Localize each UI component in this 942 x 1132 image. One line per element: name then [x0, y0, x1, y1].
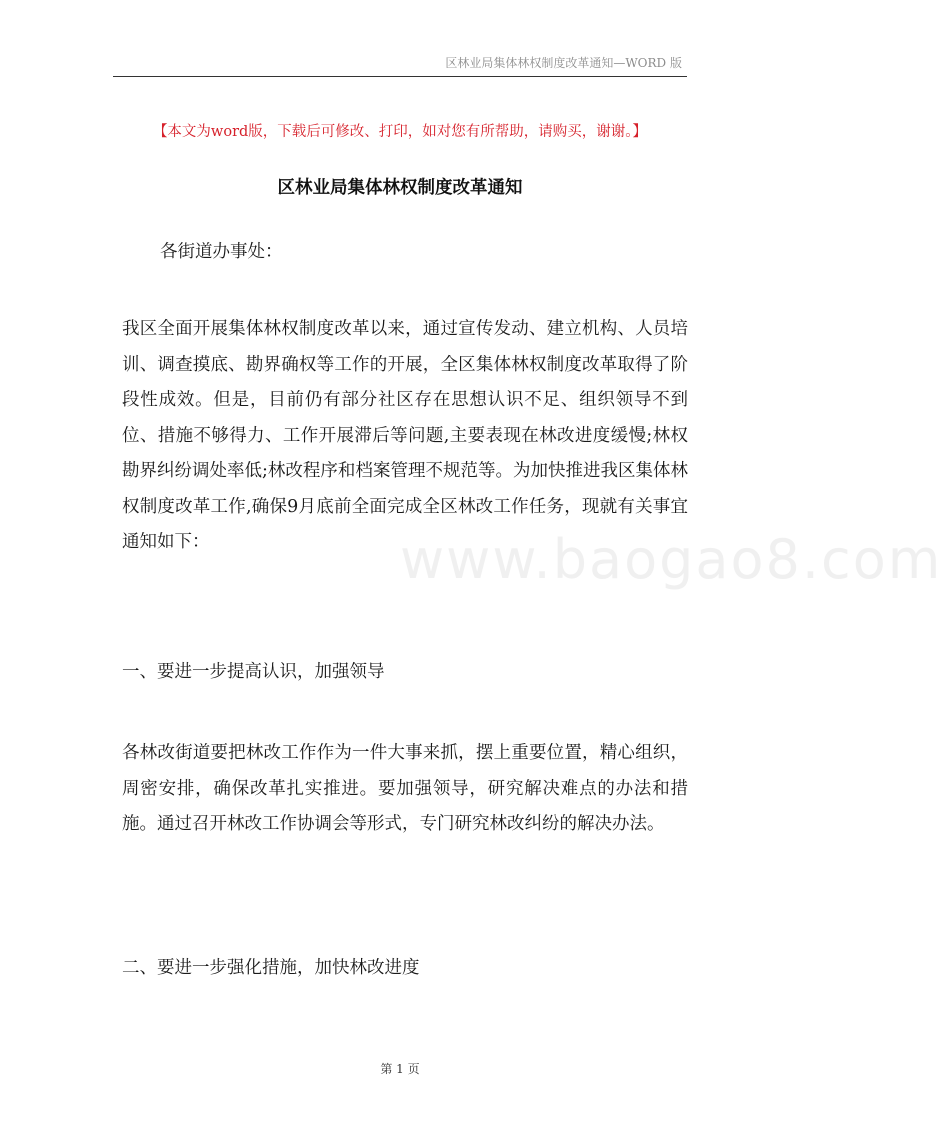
- section-heading-2: 二、要进一步强化措施，加快林改进度: [122, 958, 420, 978]
- purchase-notice: 【本文为word版，下载后可修改、打印，如对您有所帮助，请购买，谢谢。】: [152, 124, 648, 140]
- body-paragraph-section-1: 各林改街道要把林改工作作为一件大事来抓，摆上重要位置，精心组织，周密安排，确保改革扎实推进。要加强领导，研究解决难点的办法和措施。通过召开林改工作协调会等形式，专门研究林改纠纷的解决办法。: [122, 743, 688, 834]
- header-divider: [113, 76, 687, 77]
- page-number: 第 1 页: [380, 1062, 420, 1076]
- running-header: 区林业局集体林权制度改革通知—WORD 版: [445, 56, 682, 70]
- section-heading-1: 一、要进一步提高认识，加强领导: [122, 662, 385, 682]
- body-paragraph-intro: 我区全面开展集体林权制度改革以来，通过宣传发动、建立机构、人员培训、调查摸底、勘界确权等工作的开展，全区集体林权制度改革取得了阶段性成效。但是，目前仍有部分社区存在思想认识不足、组织领导不到位、措施不够得力、工作开展滞后等问题,主要表现在林改进度缓慢;林权勘界纠纷调处率低;林改程序和档案管理不规范等。为加快推进我区集体林权制度改革工作,确保9月底前全面完成全区林改工作任务，现就有关事宜通知如下：: [122, 319, 688, 552]
- document-title: 区林业局集体林权制度改革通知: [277, 178, 523, 198]
- watermark: www.baogao8.com: [400, 528, 942, 591]
- salutation: 各街道办事处：: [160, 242, 283, 262]
